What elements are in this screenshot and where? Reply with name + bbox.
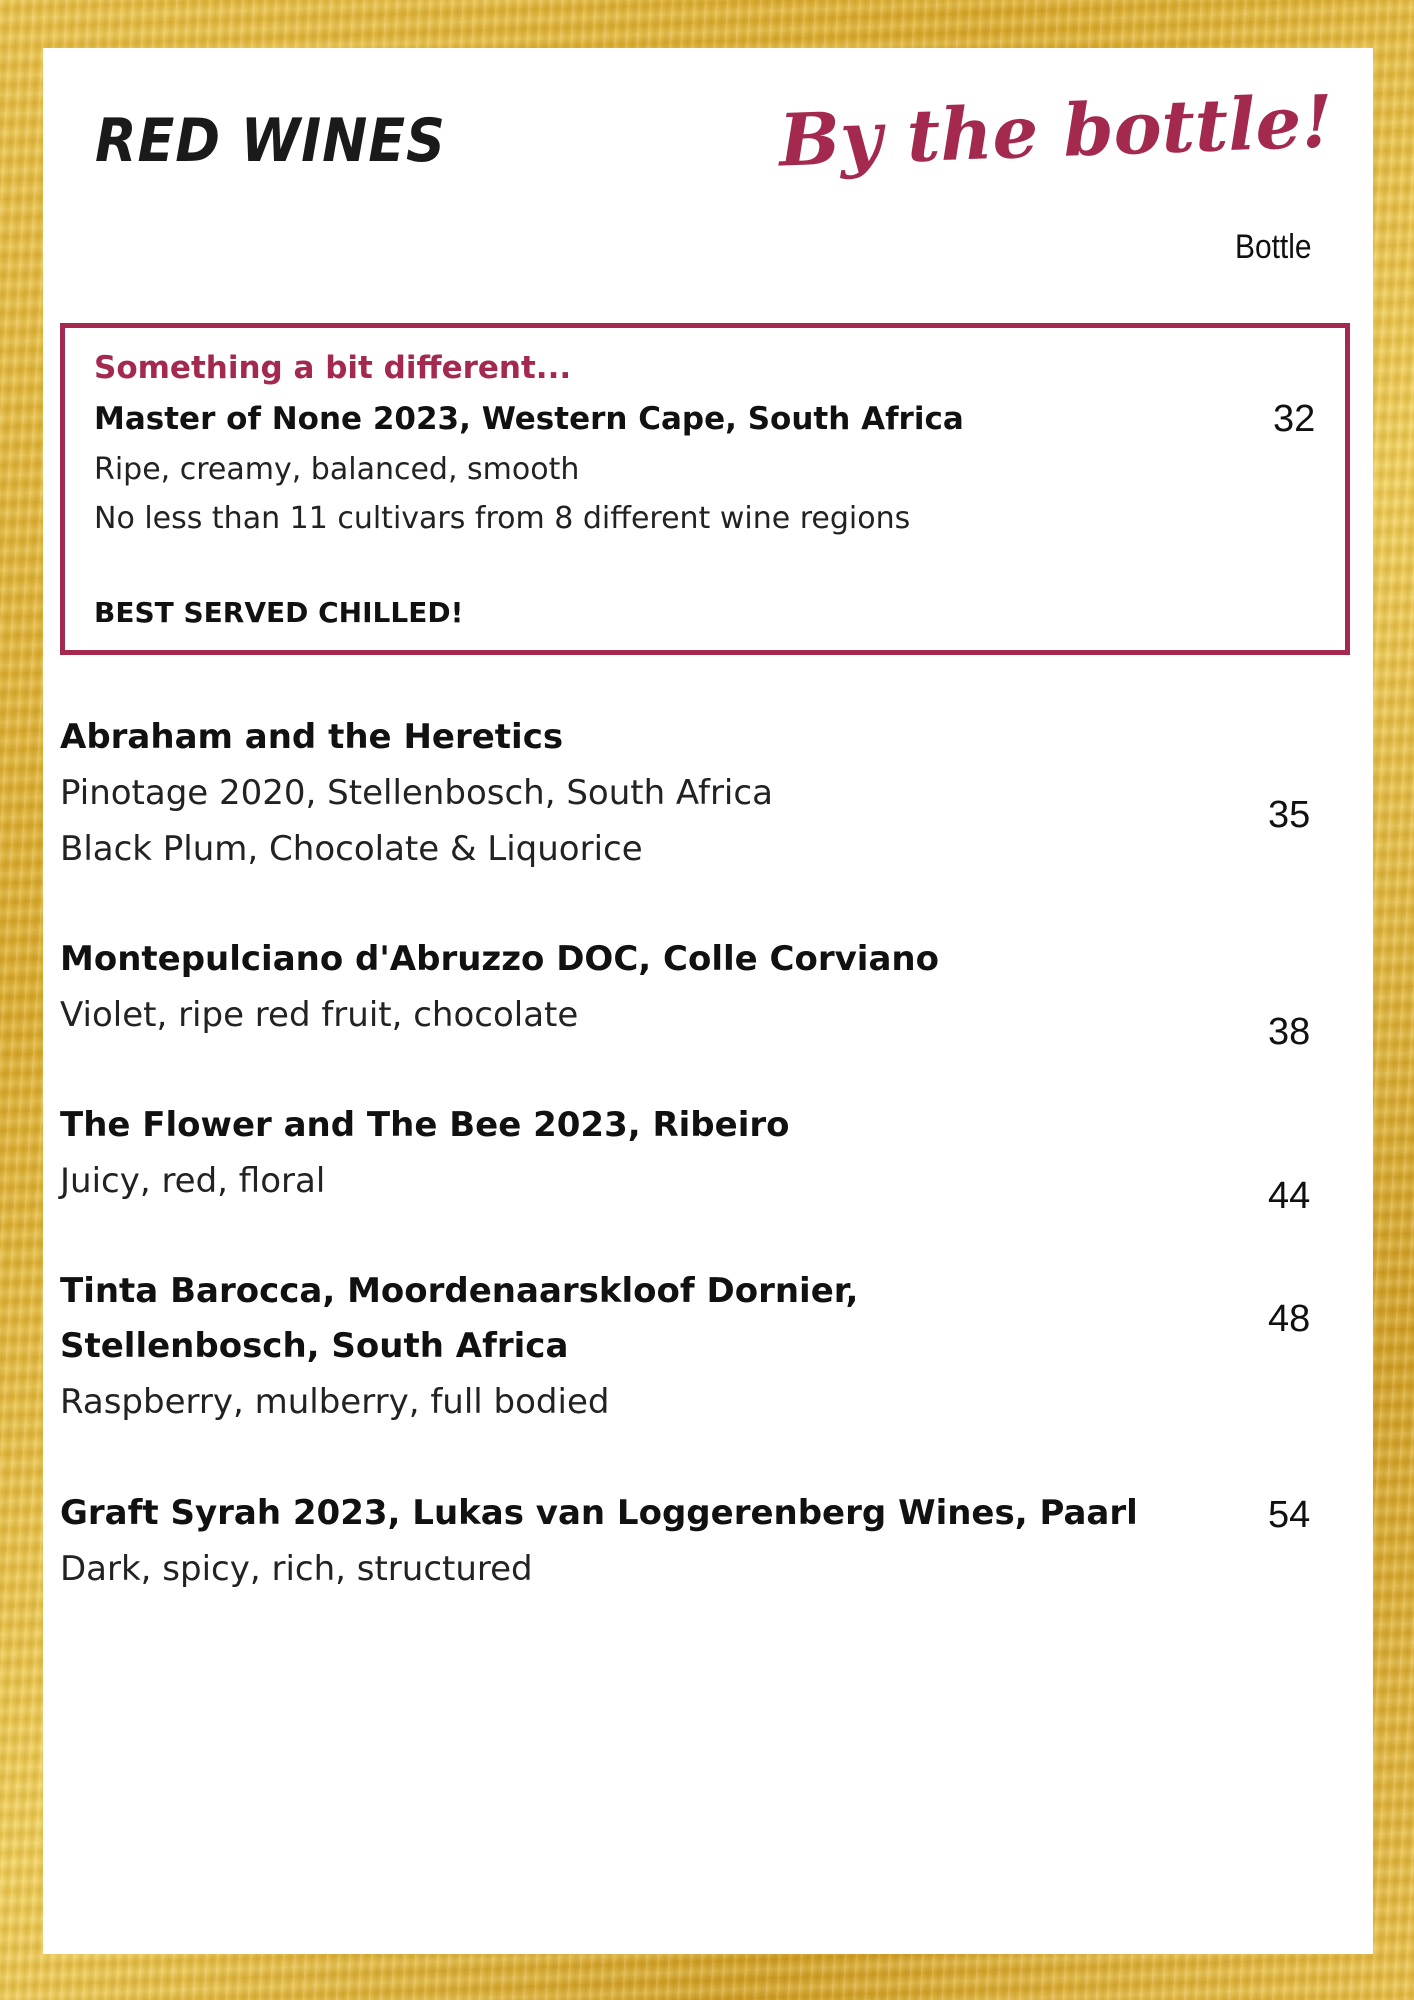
featured-wine-name: Master of None 2023, Western Cape, South Africa [94,401,964,437]
wine-description: Pinotage 2020, Stellenbosch, South Africa [60,773,773,813]
wine-name: Abraham and the Heretics [60,717,564,757]
wine-description: Dark, spicy, rich, structured [60,1549,533,1589]
wine-description: Black Plum, Chocolate & Liquorice [60,829,643,869]
wine-item [60,710,1350,877]
wine-description: Raspberry, mulberry, full bodied [60,1382,610,1422]
wine-price: 54 [1268,1494,1311,1536]
wine-name: Stellenbosch, South Africa [60,1326,569,1366]
wine-description: Juicy, red, floral [60,1161,326,1201]
wine-price: 48 [1268,1298,1311,1340]
wine-name: Tinta Barocca, Moordenaarskloof Dornier, [60,1271,859,1311]
featured-wine-description: Ripe, creamy, balanced, smooth [94,452,580,487]
wine-name: Graft Syrah 2023, Lukas van Loggerenberg Wines, Paarl [60,1493,1138,1533]
wine-item [60,932,1350,1053]
featured-wine-box [60,323,1350,655]
wine-item [60,1098,1350,1217]
featured-serving-note: BEST SERVED CHILLED! [94,596,464,629]
section-heading: RED WINES [95,106,446,176]
wine-name: Montepulciano d'Abruzzo DOC, Colle Corviano [60,939,939,979]
tagline: By the bottle! [777,78,1335,183]
featured-kicker: Something a bit different... [94,350,572,386]
wine-item [60,1264,1350,1430]
wine-description: Violet, ripe red fruit, chocolate [60,995,579,1035]
price-column-header: Bottle [1235,228,1312,266]
wine-price: 44 [1268,1175,1311,1217]
menu-card [43,48,1373,1954]
wine-price: 35 [1268,794,1311,836]
wine-price: 38 [1268,1011,1311,1053]
wine-item [60,1486,1350,1597]
wine-name: The Flower and The Bee 2023, Ribeiro [60,1105,790,1145]
featured-wine-description: No less than 11 cultivars from 8 different wine regions [94,501,911,536]
featured-wine-price: 32 [1273,398,1316,440]
